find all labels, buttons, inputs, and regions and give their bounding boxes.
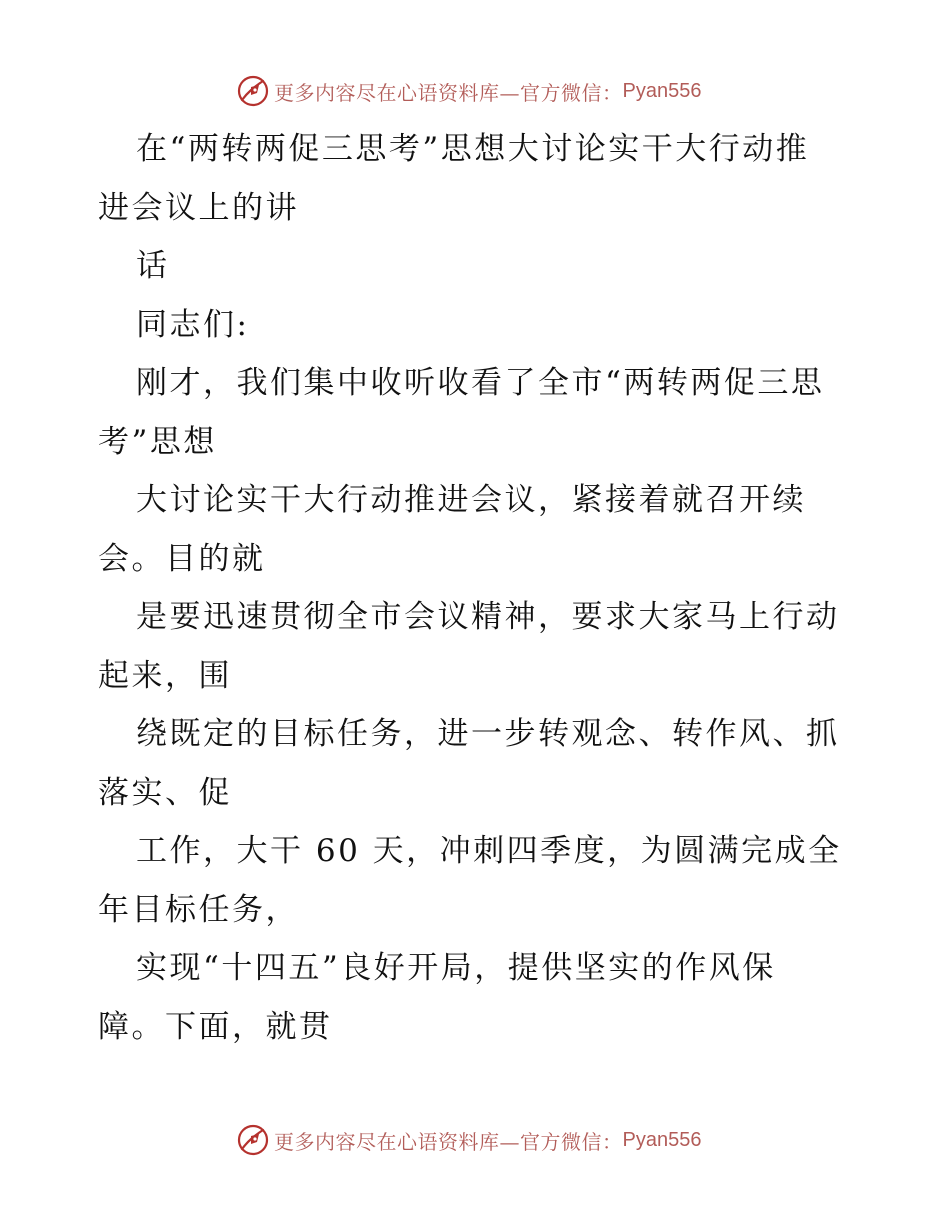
paragraph-line: 大讨论实干大行动推进会议，紧接着就召开续 (136, 482, 806, 518)
watermark-text: 更多内容尽在心语资料库—官方微信： (274, 1129, 623, 1154)
paragraph-line: 障。下面，就贯 (98, 1008, 333, 1045)
salutation: 同志们: (136, 306, 250, 343)
paragraph-line: 考”思想 (98, 423, 217, 460)
paragraph-line: 实现“十四五”良好开局，提供坚实的作风保 (136, 950, 776, 986)
paragraph-line: 落实、促 (98, 774, 232, 811)
pen-nib-circle-icon (236, 74, 270, 108)
header-watermark (236, 71, 701, 111)
watermark-wechat-id: Pyan556 (622, 1128, 702, 1151)
pen-nib-circle-icon (236, 1123, 270, 1157)
paragraph-line: 起来，围 (98, 657, 232, 694)
title-line-1: 在“两转两促三思考”思想大讨论实干大行动推 (136, 131, 810, 167)
watermark-wechat-id: Pyan556 (622, 79, 702, 102)
paragraph-line: 刚才，我们集中收听收看了全市“两转两促三思 (136, 365, 825, 401)
paragraph-line: 年目标任务， (98, 891, 299, 928)
paragraph-line: 是要迅速贯彻全市会议精神，要求大家马上行动 (136, 599, 840, 635)
title-line-2: 进会议上的讲 (98, 189, 299, 226)
paragraph-line: 会。目的就 (98, 540, 266, 577)
watermark-text: 更多内容尽在心语资料库—官方微信： (274, 80, 623, 105)
footer-watermark (236, 1120, 701, 1160)
document-body (98, 120, 858, 1056)
paragraph-line: 绕既定的目标任务，进一步转观念、转作风、抓 (136, 716, 840, 752)
paragraph-line: 工作，大干 60 天，冲刺四季度，为圆满完成全 (136, 833, 842, 869)
title-line-3: 话 (136, 248, 170, 284)
